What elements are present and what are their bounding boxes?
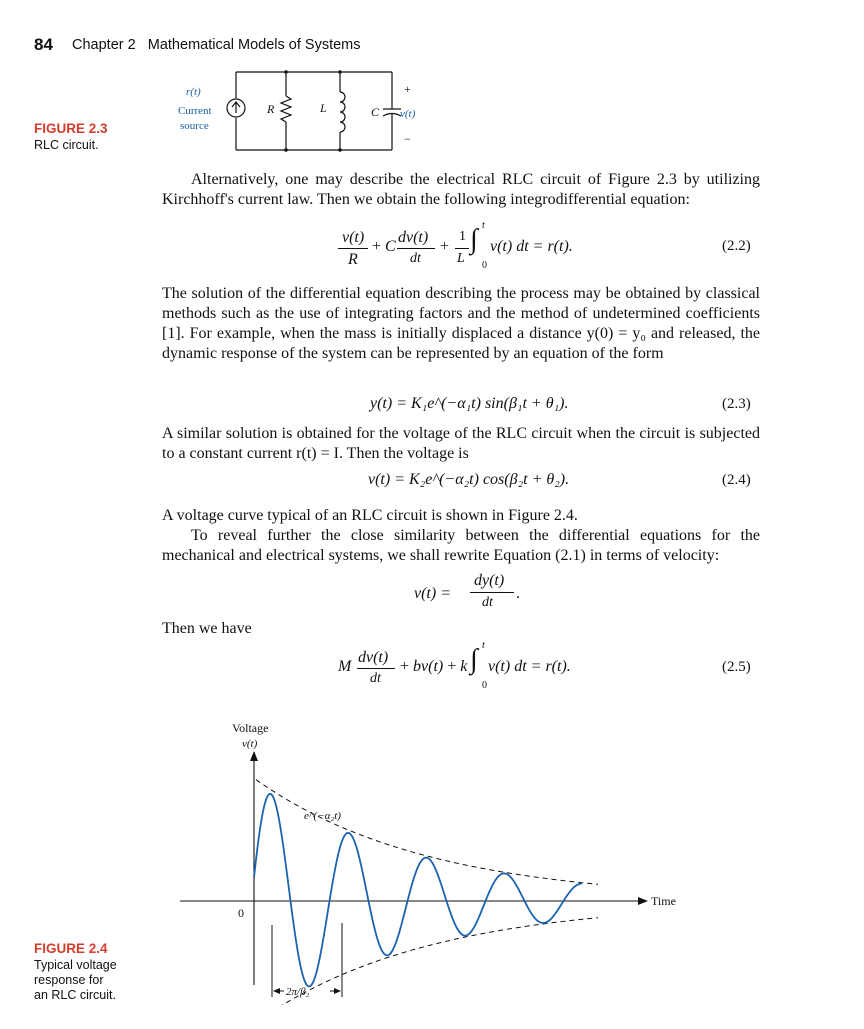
equation-2-3-number: (2.3) bbox=[722, 396, 751, 412]
envelope-label: e^(−α₂t) bbox=[304, 810, 341, 822]
resistor-label: R bbox=[267, 102, 275, 116]
page-number: 84 bbox=[34, 35, 53, 54]
source-label-line1: Current bbox=[178, 105, 212, 117]
figure-2-4-label: FIGURE 2.4 bbox=[34, 941, 108, 956]
voltage-response-chart bbox=[170, 715, 710, 1005]
x-axis-label: Time bbox=[651, 894, 676, 908]
period-arrow-left bbox=[273, 988, 280, 994]
minus-sign: − bbox=[404, 132, 411, 146]
envelope-upper-dashed bbox=[256, 780, 598, 885]
y-axis-label: Voltage bbox=[232, 721, 269, 735]
source-label-line2: source bbox=[180, 120, 209, 132]
paragraph-1: Alternatively, one may describe the electrical RLC circuit of Figure 2.3 by utilizing Kirchhoff's current law. Then we obtain the following integrodifferential equation: bbox=[162, 171, 760, 208]
rlc-circuit-diagram bbox=[170, 66, 430, 160]
inductor-label: L bbox=[320, 101, 327, 115]
figure-2-3-caption: RLC circuit. bbox=[34, 138, 99, 152]
voltage-label: v(t) bbox=[400, 108, 416, 120]
paragraph-2: The solution of the differential equation describing the process may be obtained by classical methods such as the use of integrating factors and the method of undetermined coefficients [1]. For example, when the mass is initially displaced a distance y(0) = y₀ and released, the dynamic response of the system can be represented by an equation of the form bbox=[162, 285, 760, 362]
y-axis-var: v(t) bbox=[242, 738, 258, 750]
paragraph-4: A voltage curve typical of an RLC circuit is shown in Figure 2.4. bbox=[162, 507, 578, 524]
equation-2-2: v(t) R + C dv(t) dt + 1 L ∫ t 0 v(t) dt = r(t). bbox=[330, 224, 630, 276]
paragraph-5: To reveal further the close similarity between the differential equations for the mechanical and electrical systems, we shall rewrite Equation (2.1) in terms of velocity: bbox=[162, 527, 760, 564]
figure-2-3-label: FIGURE 2.3 bbox=[34, 121, 108, 136]
equation-2-5-number: (2.5) bbox=[722, 659, 751, 675]
equation-2-3: y(t) = K₁e^(−α₁t) sin(β₁t + θ₁). bbox=[370, 395, 569, 412]
paragraph-3: A similar solution is obtained for the voltage of the RLC circuit when the circuit is subjected to a constant current r(t) = I. Then the voltage is bbox=[162, 425, 760, 462]
source-var-label: r(t) bbox=[186, 86, 201, 98]
equation-2-5: M dv(t) dt + bv(t) + k ∫ t 0 v(t) dt = r(t). bbox=[338, 640, 571, 691]
period-arrow-right bbox=[334, 988, 341, 994]
figure-2-4-caption-line1: Typical voltage bbox=[34, 958, 117, 972]
figure-2-4-caption-line2: response for bbox=[34, 973, 104, 987]
velocity-eq-lhs: v(t) = bbox=[414, 585, 451, 602]
paragraph-6: Then we have bbox=[162, 620, 252, 637]
equation-2-2-number: (2.2) bbox=[722, 238, 751, 254]
plus-sign: + bbox=[404, 82, 411, 96]
figure-2-4-caption-line3: an RLC circuit. bbox=[34, 988, 116, 1002]
chapter-title: Chapter 2 Mathematical Models of Systems bbox=[72, 37, 361, 53]
voltage-response-curve bbox=[254, 794, 582, 987]
velocity-eq-numerator: dy(t) bbox=[474, 572, 505, 589]
x-axis-arrow bbox=[638, 897, 648, 905]
origin-label: 0 bbox=[238, 906, 244, 920]
velocity-equation: v(t) = dy(t) dt . bbox=[414, 572, 520, 610]
equation-2-4-number: (2.4) bbox=[722, 472, 751, 488]
velocity-eq-denominator: dt bbox=[482, 595, 493, 610]
period-label: 2π/β₂ bbox=[286, 986, 310, 998]
y-axis-arrow bbox=[250, 751, 258, 761]
equation-2-4: v(t) = K₂e^(−α₂t) cos(β₂t + θ₂). bbox=[368, 471, 570, 488]
capacitor-label: C bbox=[371, 105, 380, 119]
